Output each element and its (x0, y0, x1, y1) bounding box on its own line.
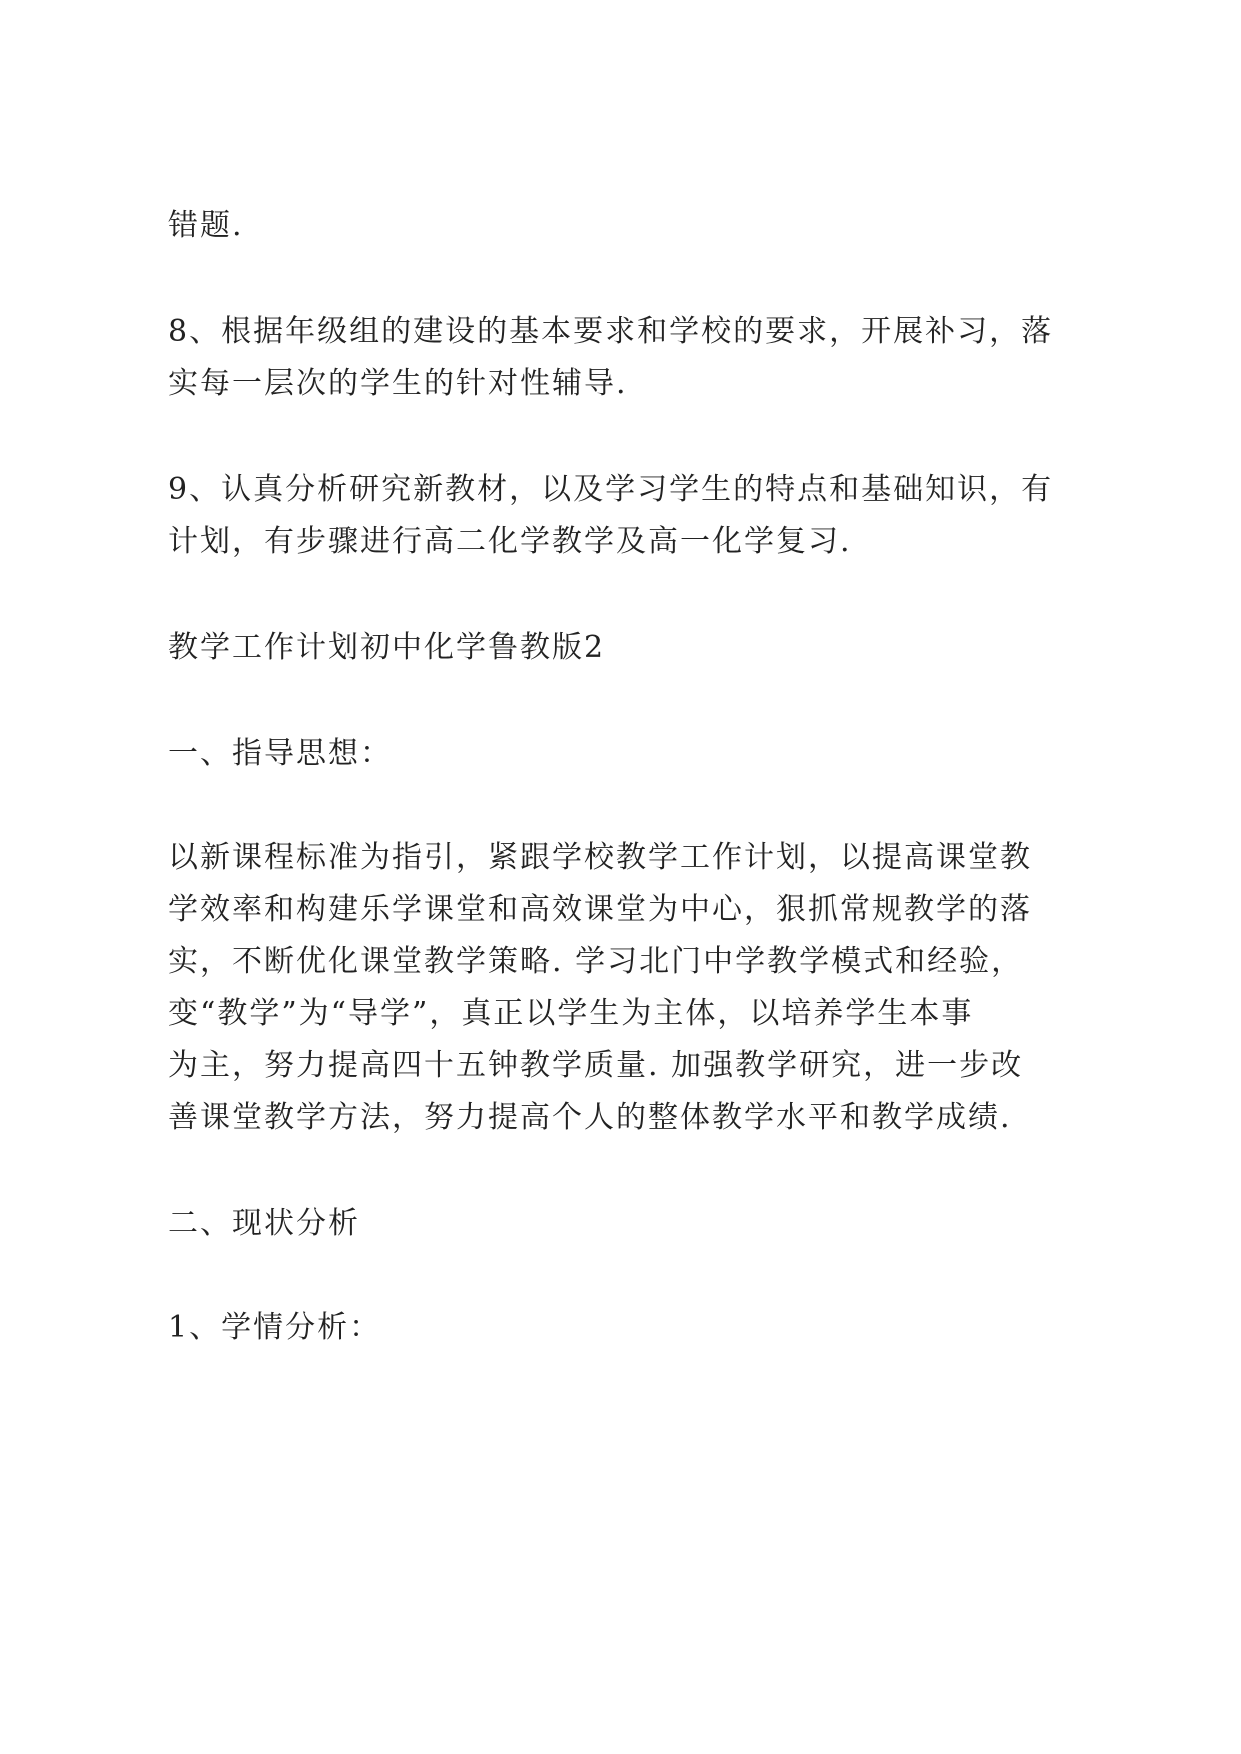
item-9-line-2: 计划，有步骤进行高二化学教学及高一化学复习. (168, 524, 852, 559)
section-title: 教学工作计划初中化学鲁教版2 (168, 630, 606, 665)
document-page (168, 0, 1088, 1754)
guiding-line-2: 学效率和构建乐学课堂和高效课堂为中心，狠抓常规教学的落 (168, 892, 1032, 927)
item-8-line-1: 8、根据年级组的建设的基本要求和学校的要求，开展补习，落 (168, 314, 1054, 349)
guiding-line-3: 实，不断优化课堂教学策略. 学习北门中学教学模式和经验， (168, 944, 1024, 979)
item-9-line-1: 9、认真分析研究新教材，以及学习学生的特点和基础知识，有 (168, 472, 1054, 507)
guiding-line-1: 以新课程标准为指引，紧跟学校教学工作计划，以提高课堂教 (168, 840, 1032, 875)
guiding-line-6: 善课堂教学方法，努力提高个人的整体教学水平和教学成绩. (168, 1100, 1012, 1135)
heading-status-analysis: 二、现状分析 (168, 1206, 360, 1241)
continuation-text: 错题. (168, 208, 244, 243)
guiding-line-5: 为主，努力提高四十五钟教学质量. 加强教学研究，进一步改 (168, 1048, 1024, 1083)
heading-guiding-ideology: 一、指导思想： (168, 736, 392, 771)
guiding-line-4: 变“教学”为“导学”，真正以学生为主体，以培养学生本事 (168, 996, 974, 1031)
item-8-line-2: 实每一层次的学生的针对性辅导. (168, 366, 628, 401)
subheading-learning-analysis: 1、学情分析： (168, 1310, 382, 1345)
